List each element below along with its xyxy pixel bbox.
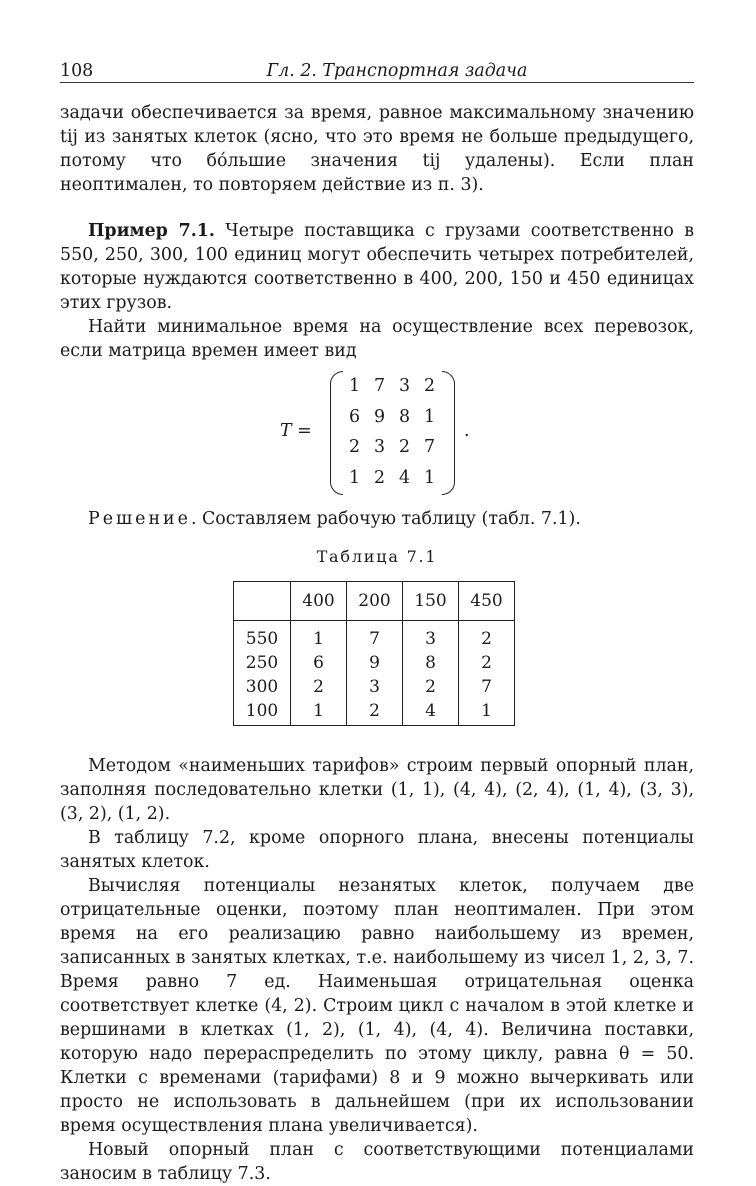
table-value: 7 <box>369 629 380 649</box>
column-header: 400 <box>291 582 347 621</box>
table-value: 4 <box>425 701 436 721</box>
page-number: 108 <box>60 61 94 81</box>
matrix-cell: 3 <box>373 437 386 458</box>
table-caption: Таблица 7.1 <box>316 547 438 566</box>
table-corner-cell <box>234 582 291 621</box>
matrix-cell: 1 <box>348 467 361 488</box>
running-header <box>60 56 694 83</box>
matrix-cell: 8 <box>398 406 411 427</box>
paragraph-evaluation: Вычисляя потенциалы незанятых клеток, получаем две отрицательные оценки, поэтому план неоптимален. При этом время на его реализацию равно наибольшему из времен, записанных в занятых клетках, т.е. наибольшему из чисел 1, 2, 3, 7. Время равно 7 ед. Наименьшая отрицательная оценка соответствует клетке (4, 2). Строим цикл с началом в этой клетке и вершинами в клетках (1, 2), (1, 4), (4, 4). Величина поставки, которую надо перераспределить по этому циклу, равна θ = 50. Клетки с временами (тарифами) 8 и 9 можно вычеркивать или просто не использовать в дальнейшем (при их использовании время осуществления плана увеличивается). <box>60 876 694 1136</box>
paragraph-example <box>60 219 694 315</box>
table-value: 6 <box>313 653 324 673</box>
column-header: 200 <box>347 582 403 621</box>
table-value: 2 <box>481 653 492 673</box>
row-header-cell <box>234 621 291 726</box>
matrix-cell: 1 <box>423 467 436 488</box>
matrix-row <box>342 371 442 402</box>
column-header: 450 <box>459 582 515 621</box>
page <box>60 56 694 1186</box>
solution-text: . Составляем рабочую таблицу (табл. 7.1). <box>190 509 581 529</box>
row-header: 100 <box>245 701 279 721</box>
table-value: 1 <box>313 701 324 721</box>
chapter-title: Гл. 2. Транспортная задача <box>266 61 528 81</box>
table-column-cell <box>459 621 515 726</box>
matrix-row <box>342 463 442 494</box>
table-value: 9 <box>369 653 380 673</box>
matrix-cell: 2 <box>398 437 411 458</box>
example-label: Пример 7.1. <box>88 221 215 241</box>
matrix-cell: 2 <box>423 376 436 397</box>
solution-label: Решение <box>88 509 191 529</box>
paragraph-solution <box>60 507 694 531</box>
matrix-row <box>342 402 442 433</box>
paragraph-intro: задачи обеспечивается за время, равное максимальному значению tij из занятых клеток (ясно, что это время не больше предыдущего, потому что бóльшие значения tij удалены). Если план неоптимален, то повторяем действие из п. 3). <box>60 103 694 195</box>
matrix-cell: 2 <box>348 437 361 458</box>
table-column-cell <box>347 621 403 726</box>
table-value: 1 <box>481 701 492 721</box>
matrix-cell: 3 <box>398 376 411 397</box>
table-value: 3 <box>369 677 380 697</box>
table-value: 7 <box>481 677 492 697</box>
paragraph-method: Методом «наименьших тарифов» строим первый опорный план, заполняя последовательно клетки (1, 1), (4, 4), (2, 4), (1, 4), (3, 3), (3, 2), (1, 2). <box>60 756 694 824</box>
table-header-row <box>234 582 515 621</box>
table-value: 8 <box>425 653 436 673</box>
row-header: 550 <box>245 629 279 649</box>
matrix-cell: 1 <box>423 406 436 427</box>
time-matrix <box>60 371 694 497</box>
matrix-cell: 1 <box>348 376 361 397</box>
matrix-label: T = <box>280 421 312 441</box>
matrix-cell: 4 <box>398 467 411 488</box>
paragraph-potentials: В таблицу 7.2, кроме опорного плана, внесены потенциалы занятых клеток. <box>60 828 694 872</box>
matrix-grid <box>342 371 442 493</box>
table-value: 1 <box>313 629 324 649</box>
column-header: 150 <box>403 582 459 621</box>
work-table <box>233 581 515 726</box>
row-header: 300 <box>245 677 279 697</box>
paragraph-task: Найти минимальное время на осуществление всех перевозок, если матрица времен имеет вид <box>60 317 694 361</box>
matrix-cell: 7 <box>423 437 436 458</box>
matrix-row <box>342 432 442 463</box>
table-column-cell <box>403 621 459 726</box>
table-value: 2 <box>481 629 492 649</box>
table-value: 2 <box>369 701 380 721</box>
right-paren <box>442 371 455 495</box>
matrix-cell: 6 <box>348 406 361 427</box>
matrix-cell: 2 <box>373 467 386 488</box>
matrix-cell: 9 <box>373 406 386 427</box>
table-value: 2 <box>313 677 324 697</box>
row-header: 250 <box>245 653 279 673</box>
table-body-row <box>234 621 515 726</box>
matrix-cell: 7 <box>373 376 386 397</box>
table-column-cell <box>291 621 347 726</box>
paragraph-new-plan: Новый опорный план с соответствующими потенциалами заносим в таблицу 7.3. <box>60 1140 694 1184</box>
matrix-end: . <box>464 421 470 441</box>
table-value: 3 <box>425 629 436 649</box>
example-text: Четыре поставщика с грузами соответственно в 550, 250, 300, 100 единиц могут обеспечить четырех потребителей, которые нуждаются соответственно в 400, 200, 150 и 450 единицах этих грузов. <box>60 221 694 313</box>
table-value: 2 <box>425 677 436 697</box>
